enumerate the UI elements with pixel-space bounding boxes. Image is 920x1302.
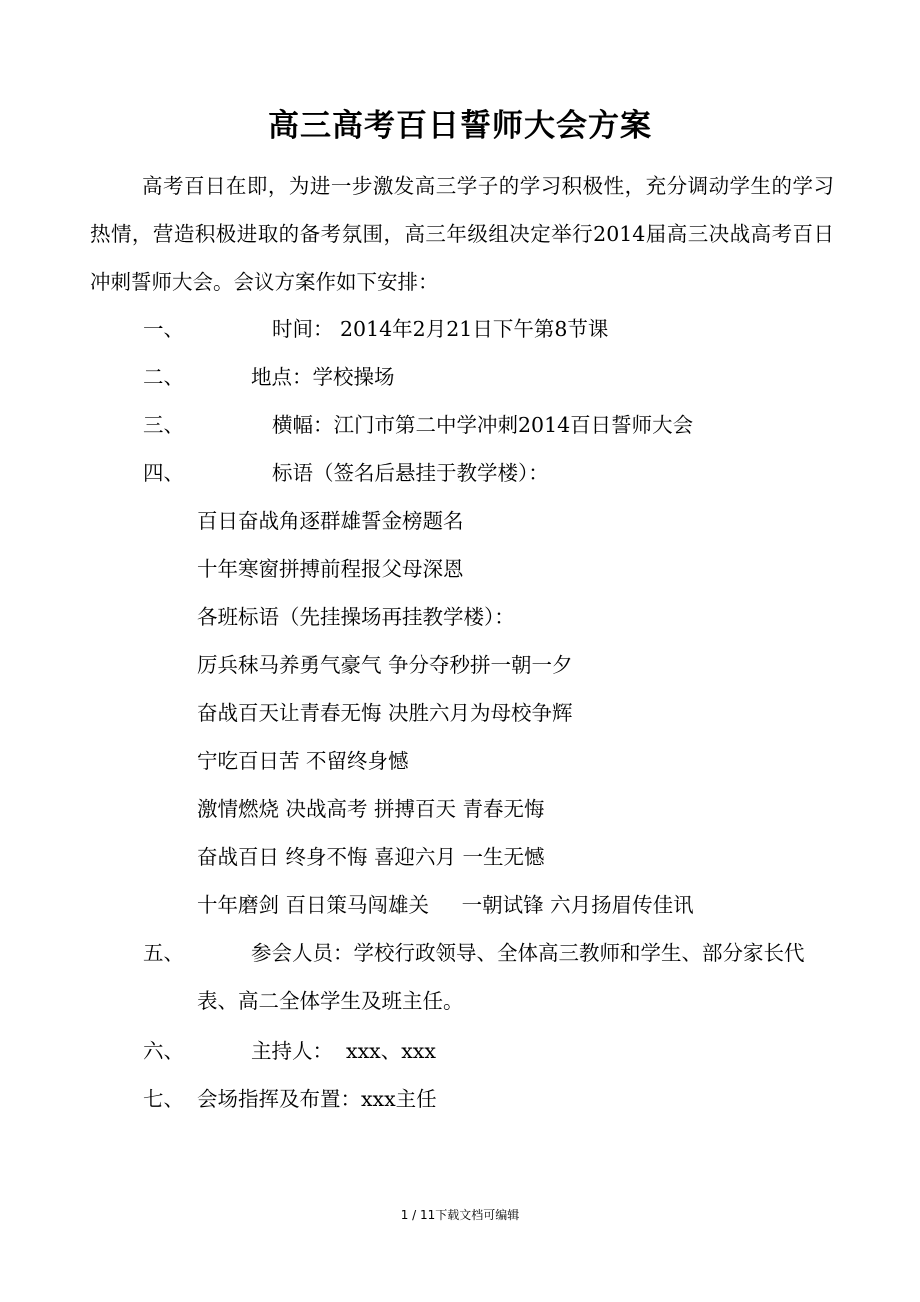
item-number: 四、 — [143, 461, 184, 485]
item-number: 二、 — [143, 365, 184, 389]
item-number: 六、 — [143, 1039, 184, 1063]
item-text: 会场指挥及布置：xxx主任 — [197, 1087, 437, 1111]
item-text: 横幅：江门市第二中学冲刺2014百日誓师大会 — [272, 413, 694, 437]
slogan-line: 十年磨剑 百日策马闯雄关 一朝试锋 六月扬眉传佳讯 — [197, 893, 694, 917]
item-text: 表、高二全体学生及班主任。 — [197, 989, 464, 1013]
item-number: 七、 — [143, 1087, 184, 1111]
item-text: 地点：学校操场 — [251, 365, 395, 389]
intro-paragraph: 高考百日在即，为进一步激发高三学子的学习积极性，充分调动学生的学习热情，营造积极进取的备考氛围，高三年级组决定举行2014届高三决战高考百日冲刺誓师大会。会议方案作如下安排： — [90, 174, 834, 294]
item-text: 时间： 2014年2月21日下午第8节课 — [272, 317, 609, 341]
slogan-line: 激情燃烧 决战高考 拼搏百天 青春无悔 — [197, 797, 545, 821]
slogan-line: 奋战百日 终身不悔 喜迎六月 一生无憾 — [197, 845, 545, 869]
item-number: 五、 — [143, 941, 184, 965]
item-text: 参会人员：学校行政领导、全体高三教师和学生、部分家长代 — [251, 941, 805, 965]
item-number: 三、 — [143, 413, 184, 437]
slogan-line: 宁吃百日苦 不留终身憾 — [197, 749, 409, 773]
slogan-line: 十年寒窗拼搏前程报父母深恩 — [197, 557, 464, 581]
slogan-line: 百日奋战角逐群雄誓金榜题名 — [197, 509, 464, 533]
document-title: 高三高考百日誓师大会方案 — [268, 108, 652, 144]
item-text: 主持人： xxx、xxx — [251, 1039, 436, 1063]
item-number: 一、 — [143, 317, 184, 341]
slogan-line: 厉兵秣马养勇气豪气 争分夺秒拼一朝一夕 — [197, 653, 573, 677]
slogan-line: 各班标语（先挂操场再挂教学楼）： — [197, 605, 515, 629]
slogan-line: 奋战百天让青春无悔 决胜六月为母校争辉 — [197, 701, 573, 725]
item-text: 标语（签名后悬挂于教学楼）： — [272, 461, 549, 485]
page-footer: 1 / 11下载文档可编辑 — [400, 1208, 520, 1222]
